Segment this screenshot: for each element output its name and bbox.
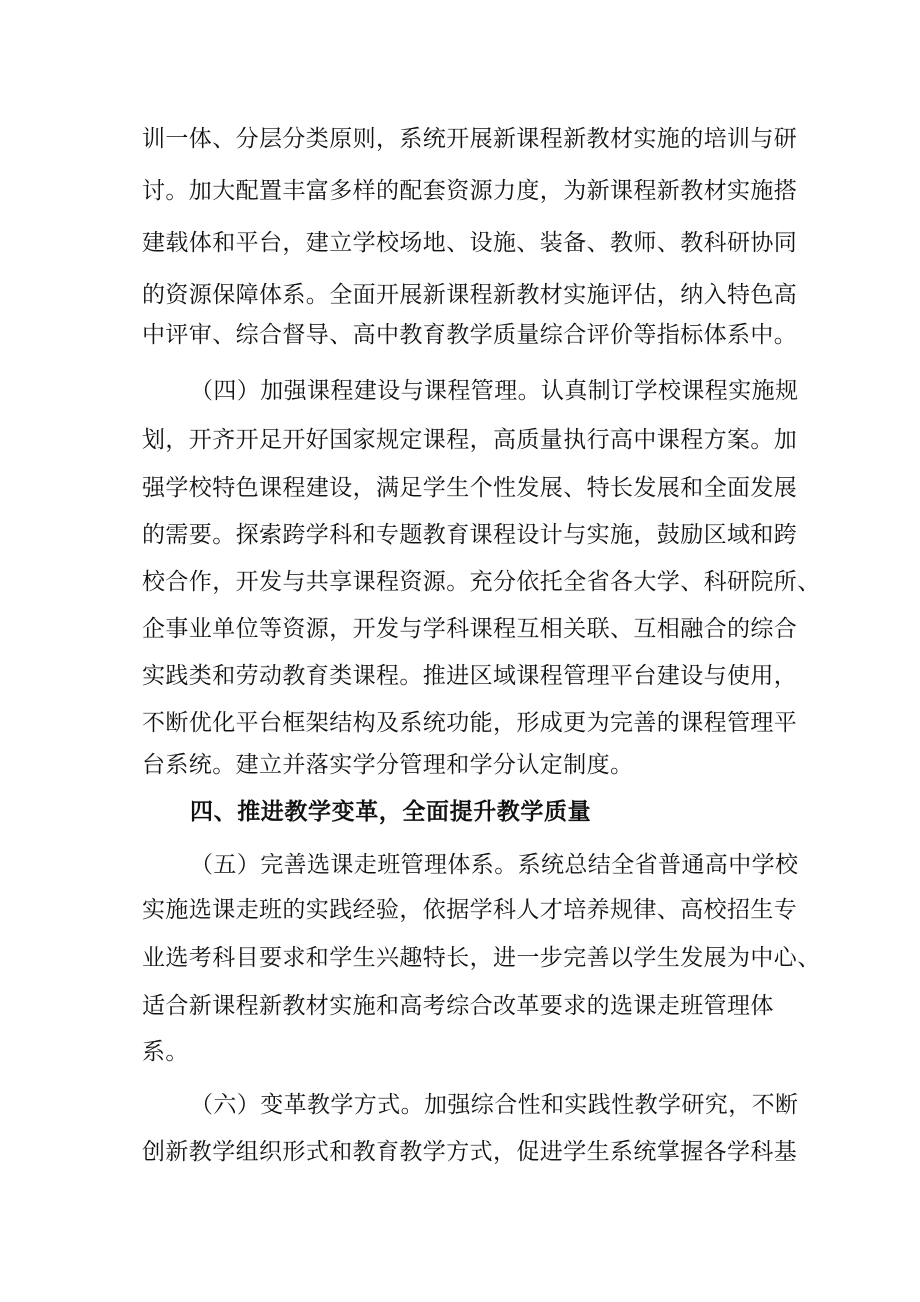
paragraph-line: 适合新课程新教材实施和高考综合改革要求的选课走班管理体 — [142, 993, 774, 1019]
section-heading: 四、推进教学变革，全面提升教学质量 — [190, 799, 592, 825]
paragraph-line: 企事业单位等资源，开发与学科课程互相关联、互相融合的综合 — [142, 616, 798, 642]
section-6-first-line: （六）变革教学方式。加强综合性和实践性教学研究，不断 — [190, 1092, 799, 1118]
paragraph-line: 不断优化平台框架结构及系统功能，形成更为完善的课程管理平 — [142, 710, 798, 736]
paragraph-line: 建载体和平台，建立学校场地、设施、装备、教师、教科研协同 — [142, 230, 798, 256]
section-4-first-line: （四）加强课程建设与课程管理。认真制订学校课程实施规 — [190, 378, 799, 404]
paragraph-line: 的资源保障体系。全面开展新课程新教材实施评估，纳入特色高 — [142, 282, 798, 308]
section-5-first-line: （五）完善选课走班管理体系。系统总结全省普通高中学校 — [190, 852, 799, 878]
paragraph-line: 系。 — [142, 1039, 189, 1065]
paragraph-line: 训一体、分层分类原则，系统开展新课程新教材实施的培训与研 — [142, 126, 798, 152]
paragraph-line: 实践类和劳动教育类课程。推进区域课程管理平台建设与使用， — [142, 663, 798, 689]
paragraph-line: 的需要。探索跨学科和专题教育课程设计与实施，鼓励区域和跨 — [142, 522, 798, 548]
paragraph-line: 实施选课走班的实践经验，依据学科人才培养规律、高校招生专 — [142, 897, 798, 923]
paragraph-line: 讨。加大配置丰富多样的配套资源力度，为新课程新教材实施搭 — [142, 178, 798, 204]
paragraph-line: 业选考科目要求和学生兴趣特长，进一步完善以学生发展为中心、 — [142, 945, 821, 971]
paragraph-line: 中评审、综合督导、高中教育教学质量综合评价等指标体系中。 — [142, 322, 798, 348]
paragraph-line: 创新教学组织形式和教育教学方式，促进学生系统掌握各学科基 — [142, 1139, 798, 1165]
paragraph-line: 校合作，开发与共享课程资源。充分依托全省各大学、科研院所、 — [142, 569, 821, 595]
paragraph-line: 划，开齐开足开好国家规定课程，高质量执行高中课程方案。加 — [142, 427, 798, 453]
paragraph-line: 强学校特色课程建设，满足学生个性发展、特长发展和全面发展 — [142, 475, 798, 501]
paragraph-line: 台系统。建立并落实学分管理和学分认定制度。 — [142, 752, 634, 778]
